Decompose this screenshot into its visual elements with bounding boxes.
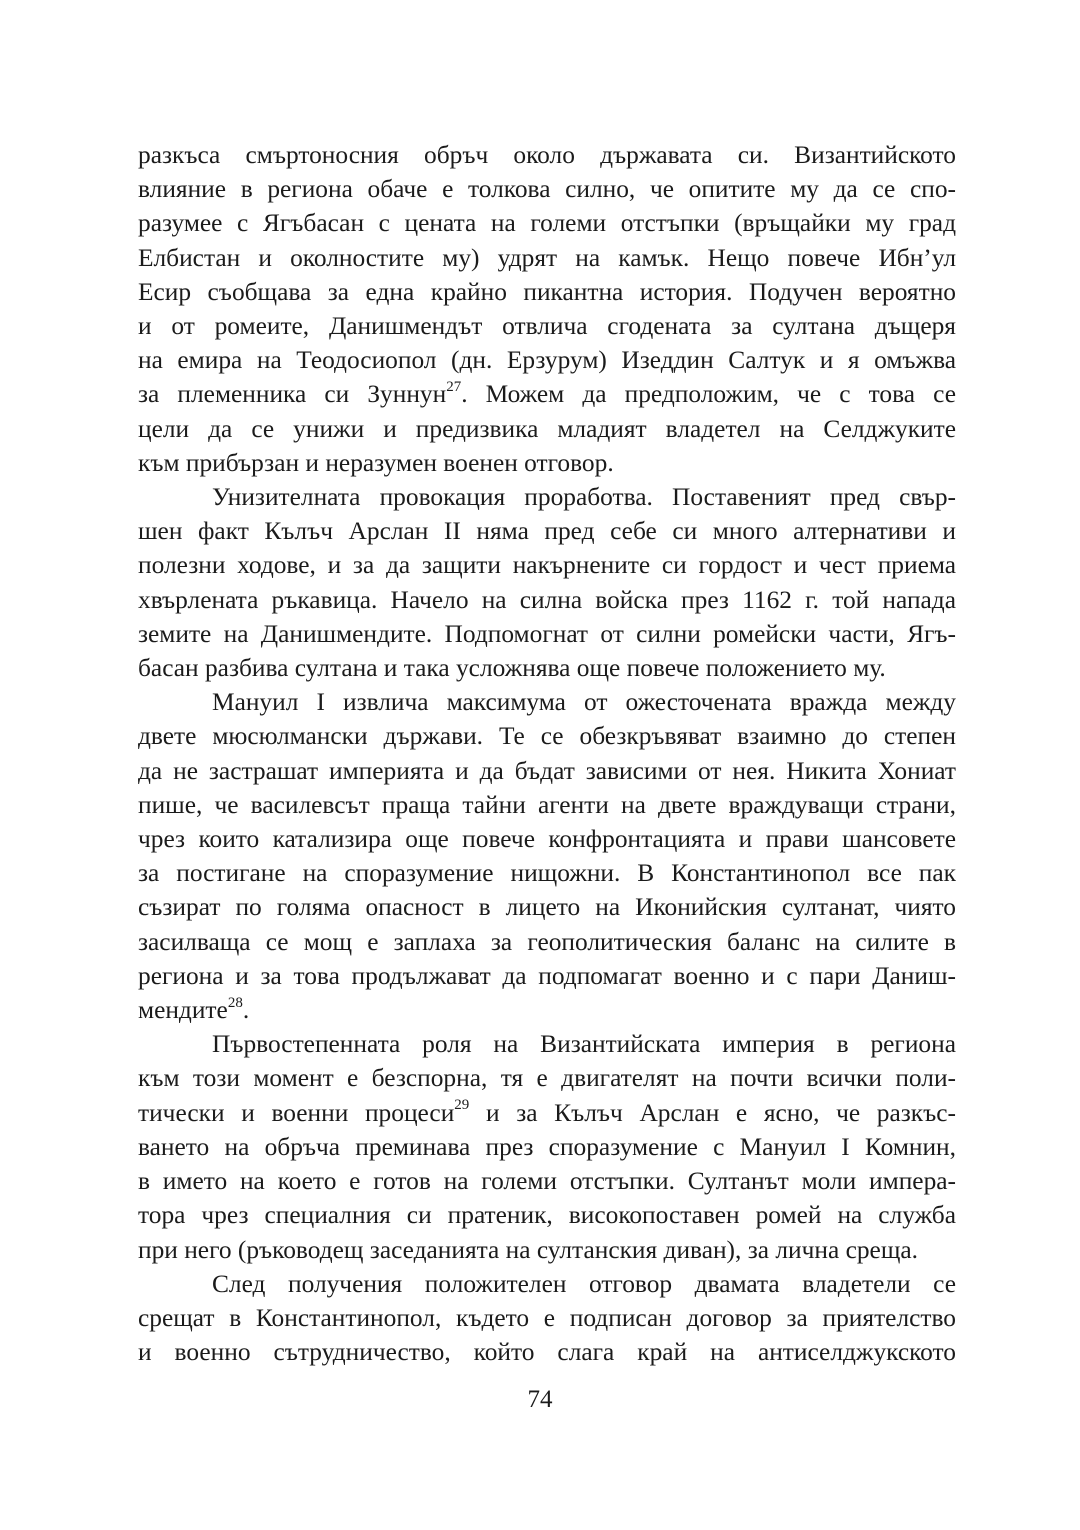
text-line: разумее с Ягъбасан с цената на големи отстъпки (връщайки му град [138,209,956,238]
text-line: полезни ходове, и за да защити накърнените си гордост и чест приема [138,551,956,580]
text-line: региона и за това продължават да подпомагат военно и с пари Даниш- [138,961,956,990]
text-line: засилваща се мощ е заплаха за геополитическия баланс на силите в [138,927,956,956]
text-line [138,1096,956,1130]
body-text [138,138,956,1369]
footnote-ref-29[interactable]: 29 [454,1097,470,1114]
text-line: двете мюсюлмански държави. Те се обезкръвяват взаимно до степен [138,722,956,751]
text-line: Мануил I извлича максимума от ожесточената вражда между [212,688,956,717]
text-segment: тически и военни процеси [138,1098,455,1127]
text-line: към този момент е безспорна, тя е двигателят на почти всички поли- [138,1064,956,1093]
text-line: шен факт Кълъч Арслан II няма пред себе си много алтернативи и [138,517,956,546]
text-line: при него (ръководещ заседанията на султанския диван), за лична среща. [138,1235,918,1264]
text-line: влияние в региона обаче е толкова силно, че опитите му да се спо- [138,175,956,204]
text-line: пише, че василевсът праща тайни агенти на двете враждуващи страни, [138,790,956,819]
text-line: чрез които катализира още повече конфронтацията и прави шансовете [138,825,956,854]
text-line: земите на Данишмендите. Подпомогнат от силни ромейски части, Ягъ- [138,619,956,648]
text-line: Унизителната провокация проработва. Поставеният пред свър- [212,483,956,512]
text-line: басан разбива султана и така усложнява още повече положението му. [138,654,886,683]
text-line: да не застрашат империята и да бъдат зависими от нея. Никита Хониат [138,756,956,785]
text-line: разкъса смъртоносния обръч около държавата си. Византийското [138,141,956,169]
paragraph-4 [138,1027,956,1266]
text-line: на емира на Теодосиопол (дн. Ерзурум) Изеддин Салтук и я омъжва [138,346,956,375]
text-line: Елбистан и околностите му) удрят на камък. Нещо повече Ибн’ул [138,243,956,272]
text-line: и военно сътрудничество, който слага край на антиселджукското [138,1338,956,1367]
text-line: съзират по голяма опасност в лицето на Иконийския султанат, чиято [138,893,956,922]
text-line: Есир съобщава за една крайно пикантна история. Подучен вероятно [138,277,956,306]
text-segment: и за Кълъч Арслан е ясно, че разкъс- [469,1098,956,1127]
text-line: Първостепенната роля на Византийската империя в региона [212,1030,956,1059]
text-line: в името на което е готов на големи отстъпки. Султанът моли импера- [138,1167,956,1196]
text-line [138,993,956,1027]
text-segment: . [242,996,250,1025]
text-line: цели да се унижи и предизвика младият владетел на Селджуките [138,414,956,443]
text-line: тора чрез специалния си пратеник, високопоставен ромей на служба [138,1201,956,1230]
text-line: за постигане на споразумение нищожни. В Константинопол все пак [138,859,956,888]
text-line: и от ромеите, Данишмендът отвлича сгодената за султана дъщеря [138,312,956,341]
paragraph-3 [138,685,956,1027]
paragraph-5 [138,1267,956,1370]
text-segment: . Можем да предположим, че с това се [461,380,956,409]
text-line [138,377,956,411]
text-line: към прибързан и неразумен военен отговор. [138,448,614,477]
paragraph-1 [138,138,956,480]
text-line: хвърлената ръкавица. Начело на силна войска през 1162 г. той напада [138,585,956,614]
text-line: След получения положителен отговор двамата владетели се [212,1269,956,1298]
text-segment: мендите [138,996,228,1025]
paragraph-2 [138,480,956,685]
footnote-ref-28[interactable]: 28 [227,994,243,1011]
text-line: ването на обръча преминава през споразумение с Мануил I Комнин, [138,1132,956,1161]
page-number: 74 [527,1386,553,1413]
text-line: срещат в Константинопол, където е подписан договор за приятелство [138,1303,956,1332]
text-segment: за племенника си Зуннун [138,380,447,409]
footnote-ref-27[interactable]: 27 [446,378,462,395]
